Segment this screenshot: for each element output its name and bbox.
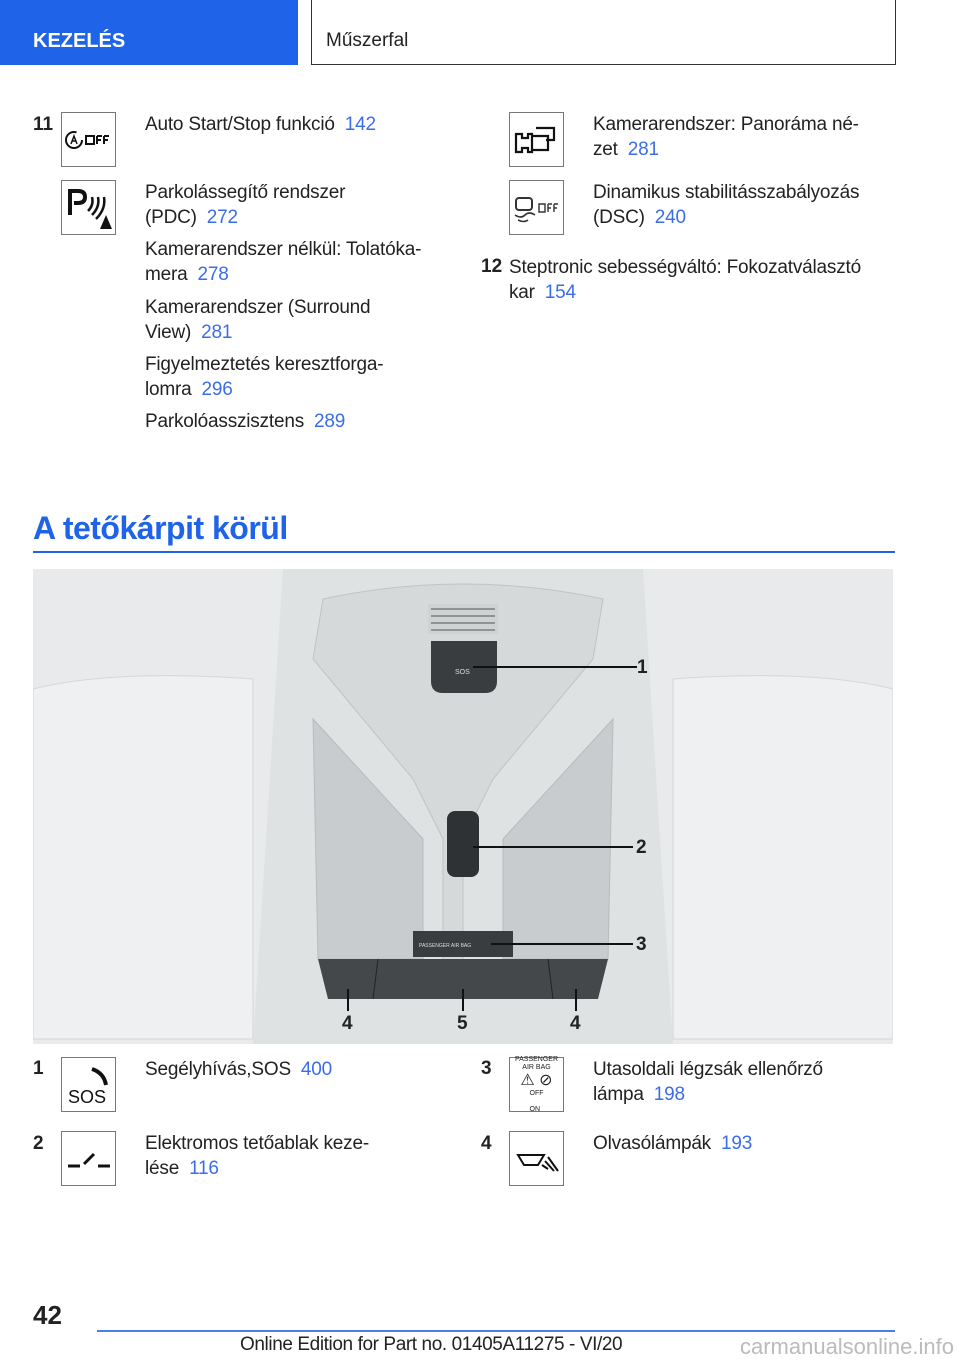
section-tab: KEZELÉS [0,0,298,65]
watermark: carmanualsonline.info [739,1334,954,1359]
list-item: Figyelmeztetés keresztforga- lomra 296 [145,354,384,400]
airbag-lamp-icon: PASSENGER AIR BAG ⚠ ⊘ OFF ON [509,1057,564,1112]
legend-number: 3 [481,1058,492,1079]
page-link[interactable]: 278 [197,264,229,285]
list-item: Kamerarendszer (Surround View) 281 [145,297,371,343]
section-title: A tetőkárpit körül [33,510,288,546]
footer-rule [97,1330,895,1332]
title-rule [33,551,895,553]
legend-item: Elektromos tetőablak keze- lése 116 [145,1133,369,1179]
list-item: Kamerarendszer nélkül: Tolatóka- mera 278 [145,239,422,285]
page-link[interactable]: 116 [189,1158,219,1179]
legend-item: Utasoldali légzsák ellenőrző lámpa 198 [593,1059,823,1105]
dsc-off-icon [509,180,564,235]
page-link[interactable]: 289 [314,411,346,432]
chapter-title: Műszerfal [311,0,896,65]
item-number: 11 [33,114,54,135]
page-link[interactable]: 272 [206,207,238,228]
callout-4-right: 4 [570,1013,581,1034]
sos-icon-label: SOS [67,1086,106,1107]
legend-number: 1 [33,1058,44,1079]
edition-text: Online Edition for Part no. 01405A11275 - VI/20 [240,1334,623,1355]
airbag-lamp-label: PASSENGER AIR BAG [419,943,472,949]
page-link[interactable]: 240 [654,207,686,228]
list-item: Kamerarendszer: Panoráma né- zet 281 [593,114,859,160]
sunroof-icon [61,1131,116,1186]
list-item: Auto Start/Stop funkció 142 [145,114,376,135]
panorama-camera-icon [509,112,564,167]
page-link[interactable]: 198 [653,1084,685,1105]
page-link[interactable]: 154 [544,282,576,303]
list-item: Parkolássegítő rendszer (PDC) 272 [145,182,346,228]
callout-4-left: 4 [342,1013,353,1034]
list-item: Dinamikus stabilitásszabályozás (DSC) 240 [593,182,860,228]
sos-icon [61,1057,116,1112]
page-link[interactable]: 281 [201,322,233,343]
reading-lamp-icon [509,1131,564,1186]
page-link[interactable]: 142 [344,114,376,135]
page-link[interactable]: 400 [300,1059,333,1080]
callout-3: 3 [636,934,647,955]
callout-1: 1 [637,657,648,678]
item-number: 12 [481,256,503,277]
legend-item: Segélyhívás,SOS 400 [145,1059,333,1080]
page-link[interactable]: 296 [201,379,233,400]
callout-2: 2 [636,837,647,858]
legend-number: 4 [481,1133,492,1154]
list-item: Parkolóasszisztens 289 [145,411,346,432]
airbag-symbols-icon: ⚠ ⊘ [520,1071,553,1089]
legend-number: 2 [33,1133,44,1154]
airbag-icon-label: AIR BAG [522,1063,551,1071]
auto-start-stop-off-icon [61,112,116,167]
roof-console-illustration [33,569,893,1044]
callout-5: 5 [457,1013,468,1034]
airbag-icon-label: PASSENGER [514,1055,559,1063]
legend-item: Olvasólámpák 193 [593,1133,753,1154]
list-item: Steptronic sebességváltó: Fokozatválasztó kar 154 [509,257,861,303]
page-link[interactable]: 281 [627,139,659,160]
pdc-icon [61,180,116,235]
sos-button-label: SOS [455,669,470,676]
page-link[interactable]: 193 [720,1133,753,1154]
page-number: 42 [33,1300,62,1330]
